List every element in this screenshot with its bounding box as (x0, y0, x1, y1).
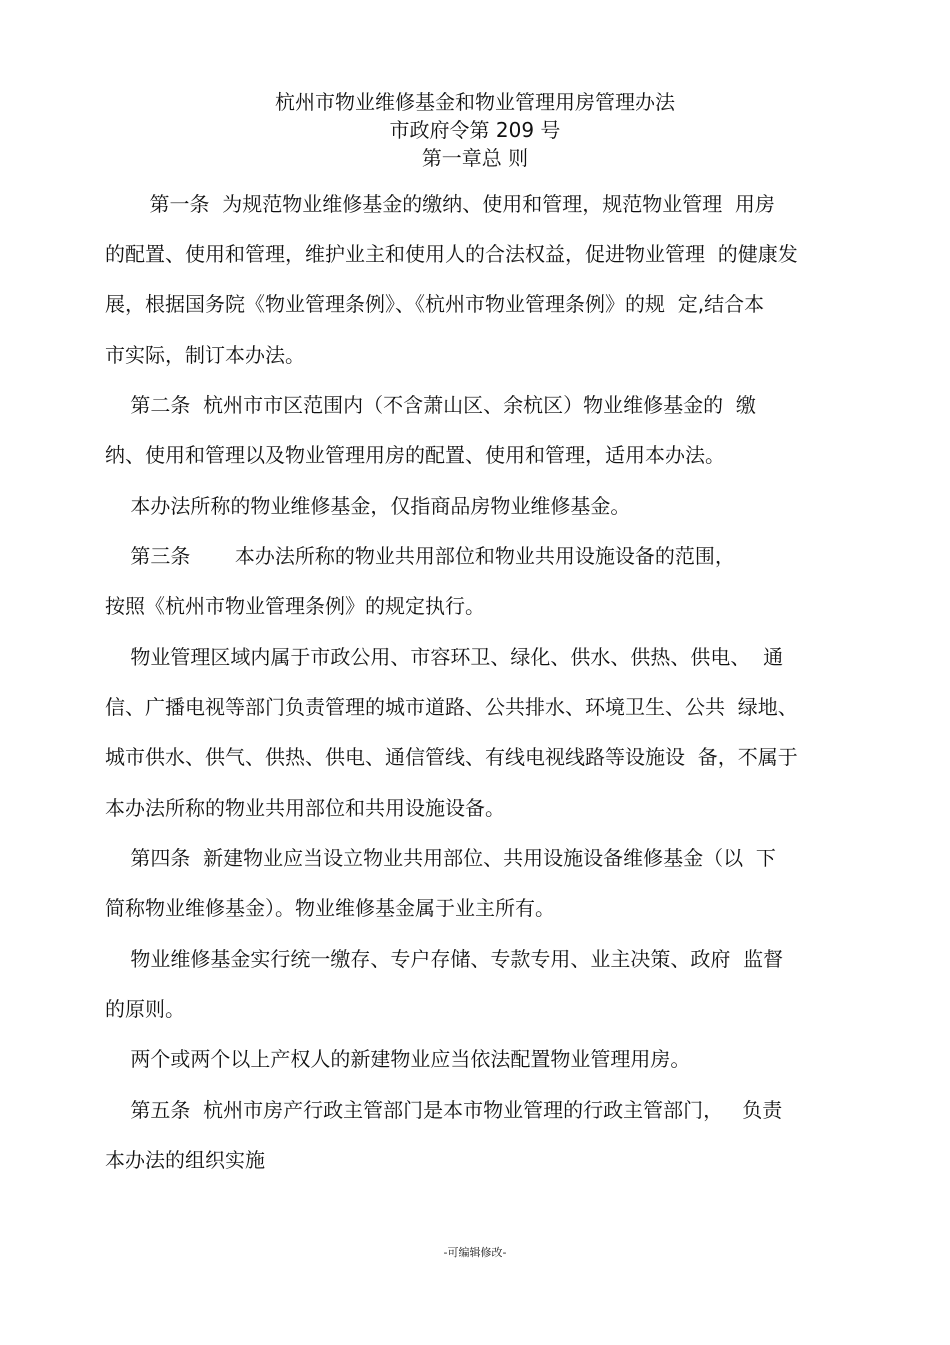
text-line: 第五条 杭州市房产行政主管部门是本市物业管理的行政主管部门， 负责 (105, 1098, 783, 1122)
text-line: 简称物业维修基金）。物业维修基金属于业主所有。 (105, 896, 555, 920)
text-line: 第一条 为规范物业维修基金的缴纳、使用和管理，规范物业管理 用房 (105, 192, 775, 216)
text-line: 第四条 新建物业应当设立物业共用部位、共用设施设备维修基金（以 下 (105, 846, 776, 870)
text-line: 本办法所称的物业维修基金，仅指商品房物业维修基金。 (105, 494, 631, 518)
text-line: 第二条 杭州市市区范围内（不含萧山区、余杭区）物业维修基金的 缴 (105, 393, 756, 417)
chapter-heading: 第一章总 则 (421, 146, 529, 170)
footer-note: -可编辑修改- (443, 1246, 507, 1259)
text-line: 市实际，制订本办法。 (105, 343, 305, 367)
text-line: 本办法所称的物业共用部位和共用设施设备。 (105, 796, 505, 820)
text-line: 两个或两个以上产权人的新建物业应当依法配置物业管理用房。 (105, 1047, 691, 1071)
text-line: 物业管理区域内属于市政公用、市容环卫、绿化、供水、供热、供电、 通 (105, 645, 784, 669)
text-line: 按照《杭州市物业管理条例》的规定执行。 (105, 594, 485, 618)
text-line: 纳、使用和管理以及物业管理用房的配置、使用和管理，适用本办法。 (105, 443, 725, 467)
text-line: 展，根据国务院《物业管理条例》、《杭州市物业管理条例》的规 定,结合本 (105, 292, 765, 316)
document-title: 杭州市物业维修基金和物业管理用房管理办法 (275, 90, 675, 114)
text-line: 城市供水、供气、供热、供电、通信管线、有线电视线路等设施设 备，不属于 (105, 745, 798, 769)
decree-number: 市政府令第 209 号 (389, 118, 561, 142)
text-line: 信、广播电视等部门负责管理的城市道路、公共排水、环境卫生、公共 绿地、 (105, 695, 798, 719)
text-line: 第三条 本办法所称的物业共用部位和物业共用设施设备的范围， (105, 544, 735, 568)
text-line: 本办法的组织实施 (105, 1148, 265, 1172)
text-line: 物业维修基金实行统一缴存、专户存储、专款专用、业主决策、政府 监督 (105, 947, 784, 971)
text-line: 的原则。 (105, 997, 185, 1021)
text-line: 的配置、使用和管理，维护业主和使用人的合法权益，促进物业管理 的健康发 (105, 242, 798, 266)
